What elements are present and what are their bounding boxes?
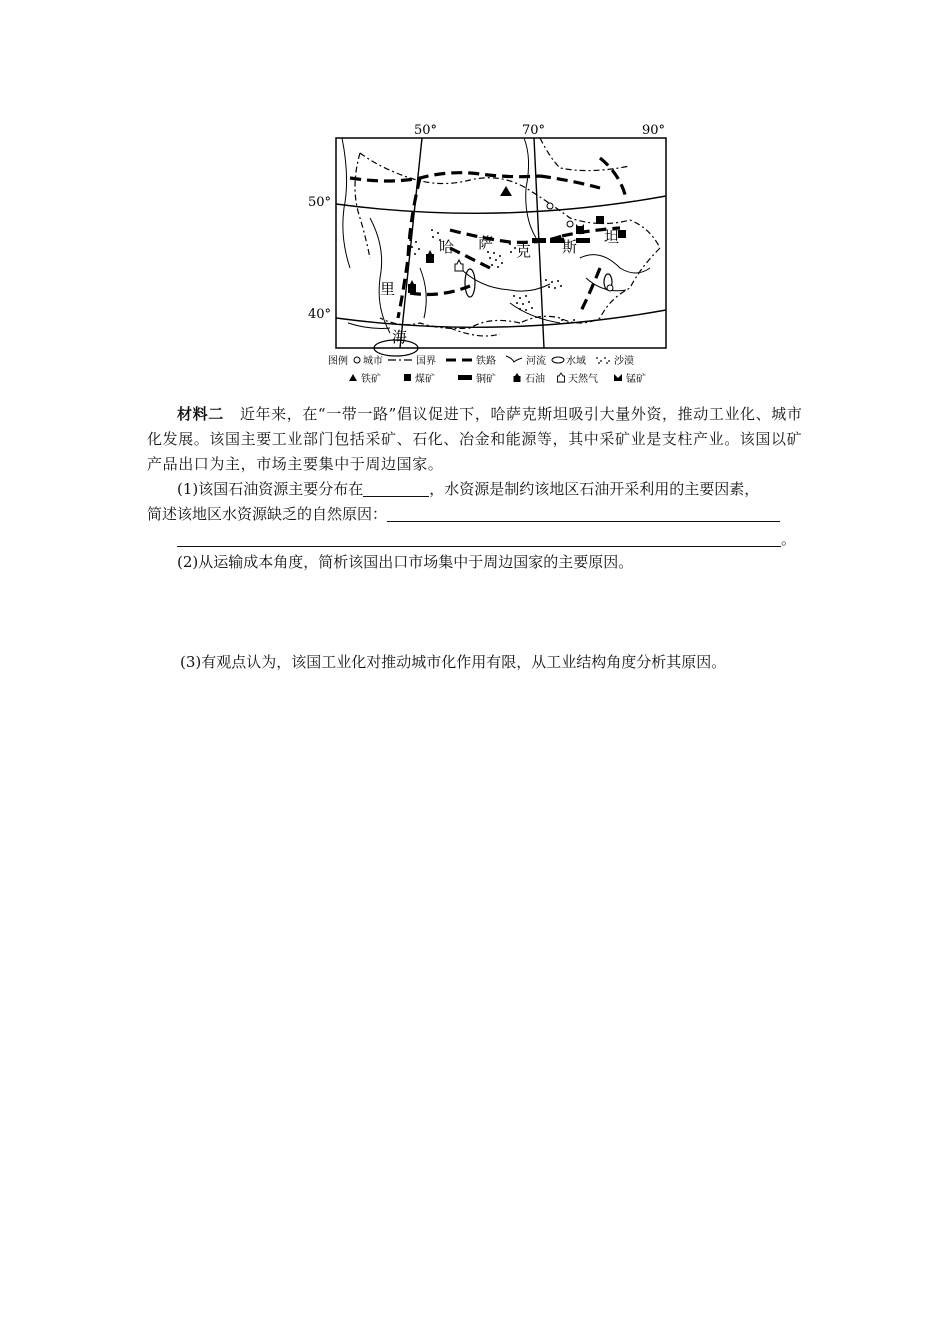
q1-text-a: (1)该国石油资源主要分布在	[177, 480, 364, 498]
lat-label-50: 50°	[308, 195, 332, 210]
question-1-line-2	[147, 502, 780, 527]
lon-label-70: 70°	[522, 123, 546, 138]
q1-text-c: 简述该地区水资源缺乏的自然原因：	[147, 505, 388, 523]
country-char-3: 克	[516, 242, 532, 260]
lon-label-90: 90°	[642, 123, 666, 138]
legend-title: 图例	[328, 356, 348, 367]
lon-label-50: 50°	[414, 123, 438, 138]
lat-label-40: 40°	[308, 307, 332, 322]
copper-symbol	[532, 238, 546, 243]
legend-manganese: 锰矿	[626, 374, 646, 385]
kazakhstan-map	[300, 118, 680, 390]
question-3: (3)有观点认为，该国工业化对推动城市化作用有限，从工业结构角度分析其原因。	[180, 653, 727, 671]
legend-copper: 铜矿	[476, 374, 496, 385]
country-char-1: 哈	[439, 238, 455, 256]
q1-blank-oil[interactable]	[363, 480, 429, 497]
question-1-line-1	[177, 477, 759, 502]
country-char-4: 斯	[562, 238, 578, 256]
question-1-line-3	[177, 527, 796, 552]
map-legend	[328, 354, 634, 367]
coal-symbol	[596, 216, 604, 224]
sea-char-1: 里	[380, 280, 396, 298]
legend-border: 国界	[416, 356, 436, 367]
country-char-2: 萨	[478, 234, 494, 252]
country-char-5: 坦	[604, 228, 620, 246]
material-two-paragraph	[147, 402, 807, 477]
q1-text-b: ，水资源是制约该地区石油开采利用的主要因素，	[429, 480, 760, 498]
legend-city: 城市	[363, 356, 383, 367]
question-2: (2)从运输成本角度，简析该国出口市场集中于周边国家的主要原因。	[177, 553, 634, 571]
legend-railway: 铁路	[476, 356, 496, 367]
q1-blank-water-a[interactable]	[387, 505, 780, 522]
material-two-label: 材料二	[177, 405, 224, 423]
legend-coal: 煤矿	[415, 374, 435, 385]
legend-iron: 铁矿	[361, 374, 381, 385]
legend-oil: 石油	[525, 374, 545, 385]
q1-period: 。	[781, 530, 797, 548]
map-legend-row2	[349, 372, 646, 385]
legend-river: 河流	[526, 356, 546, 367]
legend-water: 水域	[566, 356, 586, 367]
q1-blank-water-b[interactable]	[177, 530, 781, 547]
sea-char-2: 海	[392, 328, 408, 346]
material-two-text: 近年来，在“一带一路”倡议促进下，哈萨克斯坦吸引大量外资，推动工业化、城市化发展。该国主要工业部门包括采矿、石化、冶金和能源等，其中采矿业是支柱产业。该国以矿产品出口为主，市场主要集中于周边国家。	[147, 405, 803, 473]
legend-gas: 天然气	[568, 374, 598, 385]
legend-desert: 沙漠	[614, 356, 634, 367]
